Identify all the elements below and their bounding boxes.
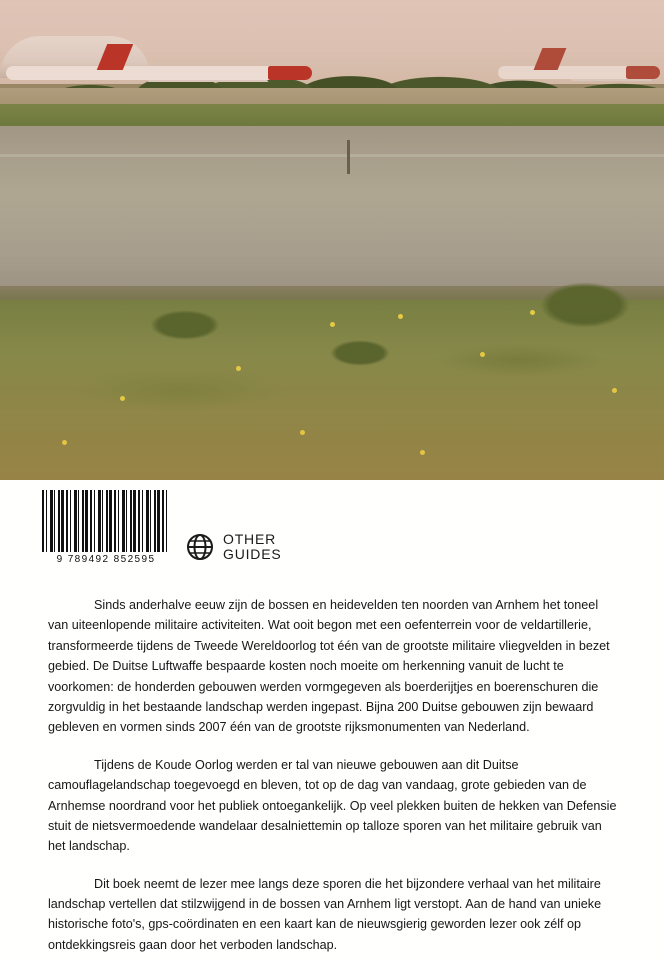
cover-text-area [0, 480, 664, 960]
publisher-name [223, 532, 281, 561]
barcode-digits: 9 789492 852595 [56, 554, 156, 565]
globe-icon [186, 533, 214, 561]
light-pole [347, 140, 350, 174]
publisher-name-line1: OTHER [223, 531, 276, 547]
barcode [42, 490, 170, 565]
blurb-paragraph: Tijdens de Koude Oorlog werden er tal van nieuwe gebouwen aan dit Duitse camouflagelandschap toegevoegd en bleven, tot op de dag van vandaag, grote gebieden van de Arnhemse noordrand voor het publiek ontoegankelijk. Op veel plekken buiten de hekken van Defensie stuit de nietsvermoedende wandelaar desalniettemin op talloze sporen van het militaire gebruik van het landschap. [48, 757, 617, 854]
blurb-paragraph: Sinds anderhalve eeuw zijn de bossen en heidevelden ten noorden van Arnhem het toneel van uiteenlopende militaire activiteiten. Wat ooit begon met een oefenterrein voor de veldartillerie, transformeerde tijdens de Tweede Wereldoorlog tot één van de grootste militaire vliegvelden in bezet gebied. De Duitse Luftwaffe bespaarde kosten noch moeite om herkenning vanuit de lucht te voorkomen: de honderden gebouwen werden vormgegeven als boerderijtjes en boerenschuren die zorgvuldig in het bestaande landschap werden ingepast. Bijna 200 Duitse gebouwen zijn bewaard gebleven en vormen sinds 2007 één van de grootste rijksmonumenten van Nederland. [48, 598, 610, 735]
concrete-apron [0, 126, 664, 311]
cover-photo [0, 0, 664, 480]
publisher-logo [186, 532, 281, 561]
barcode-bars [42, 490, 170, 552]
publisher-name-line2: GUIDES [223, 545, 282, 562]
blurb-paragraph: Dit boek neemt de lezer mee langs deze sporen die het bijzondere verhaal van het militaire landschap vertellen dat stilzwijgend in de bossen van Arnhem ligt verstopt. Aan de hand van unieke historische foto's, gps-coördinaten en een kaart kan de nieuwsgierig geworden lezer ook zélf op ontdekkingsreis gaan door het verboden landschap. [48, 876, 602, 952]
aircraft-left [6, 44, 306, 88]
aircraft-right [498, 48, 658, 92]
back-cover-blurb [48, 595, 618, 972]
foreground-grass [0, 300, 664, 480]
grass-strip [0, 104, 664, 128]
